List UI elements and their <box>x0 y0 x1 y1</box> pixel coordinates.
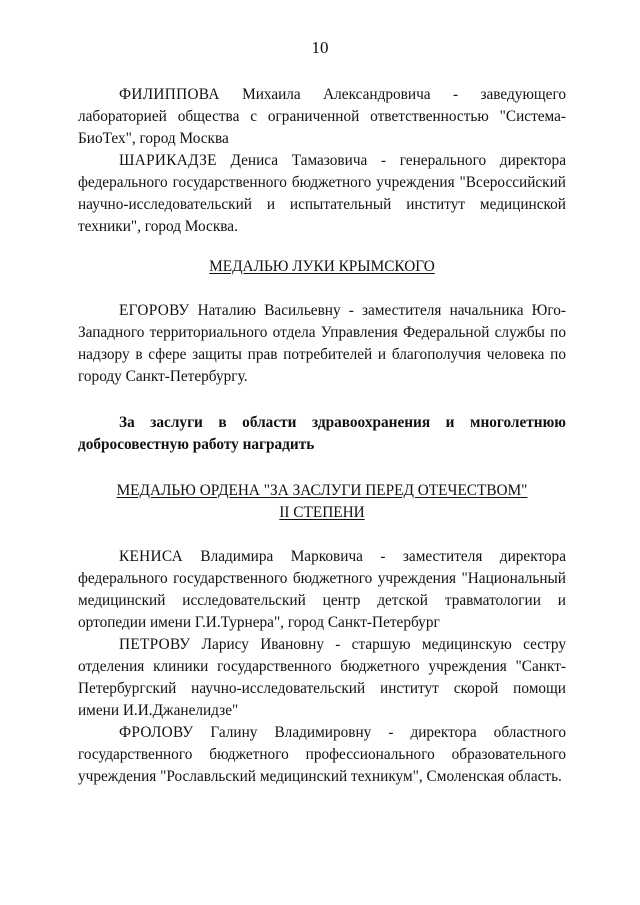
recipient-paragraph <box>78 300 566 388</box>
recipient-details: Ларису Ивановну - старшую медицинскую сестру отделения клиники государственного бюджетного учреждения "Санкт-Петербургский научно-исследовательский институт скорой помощи имени И.И.Джанелидзе" <box>78 636 566 719</box>
recipient-paragraph <box>78 546 566 634</box>
recipient-surname: ШАРИКАДЗЕ <box>119 152 217 169</box>
recipient-details: Галину Владимировну - директора областного государственного бюджетного профессионального образовательного учреждения "Рославльский медицинский техникум", Смоленская область. <box>78 724 566 785</box>
recipient-details: Дениса Тамазовича - генерального директора федерального государственного бюджетного учреждения "Всероссийский научно-исследовательский и испытательный институт медицинской техники", город Москва. <box>78 152 566 235</box>
recipient-surname: КЕНИСА <box>119 548 183 565</box>
recipient-paragraph <box>78 84 566 150</box>
recipient-paragraph <box>78 150 566 238</box>
page-number: 10 <box>311 38 329 57</box>
recipient-details: Михаила Александровича - заведующего лабораторией общества с ограниченной ответственностью "Система-БиоТех", город Москва <box>78 86 566 147</box>
recipient-paragraph <box>78 722 566 788</box>
recipient-details: Владимира Марковича - заместителя директора федерального государственного бюджетного учреждения "Национальный медицинский исследовательский центр детской травматологии и ортопедии имени Г.И.Турнера", город Санкт-Петербург <box>78 548 566 631</box>
document-body <box>78 84 566 788</box>
award-heading: МЕДАЛЬЮ ОРДЕНА "ЗА ЗАСЛУГИ ПЕРЕД ОТЕЧЕСТВОМ" <box>116 482 528 499</box>
award-heading: МЕДАЛЬЮ ЛУКИ КРЫМСКОГО <box>209 258 435 275</box>
recipient-surname: ФИЛИППОВА <box>119 86 220 103</box>
recipient-surname: ФРОЛОВУ <box>119 724 194 741</box>
award-heading-degree: II СТЕПЕНИ <box>279 504 365 521</box>
decree-phrase: За заслуги в области здравоохранения и многолетнюю добросовестную работу наградить <box>78 414 566 453</box>
recipient-surname: ПЕТРОВУ <box>119 636 191 653</box>
recipient-paragraph <box>78 634 566 722</box>
recipient-surname: ЕГОРОВУ <box>119 302 190 319</box>
award-heading-block <box>78 480 566 524</box>
recipient-details: Наталию Васильевну - заместителя начальника Юго-Западного территориального отдела Управления Федеральной службы по надзору в сфере защиты прав потребителей и благополучия человека по городу Санкт-Петербургу. <box>78 302 566 385</box>
